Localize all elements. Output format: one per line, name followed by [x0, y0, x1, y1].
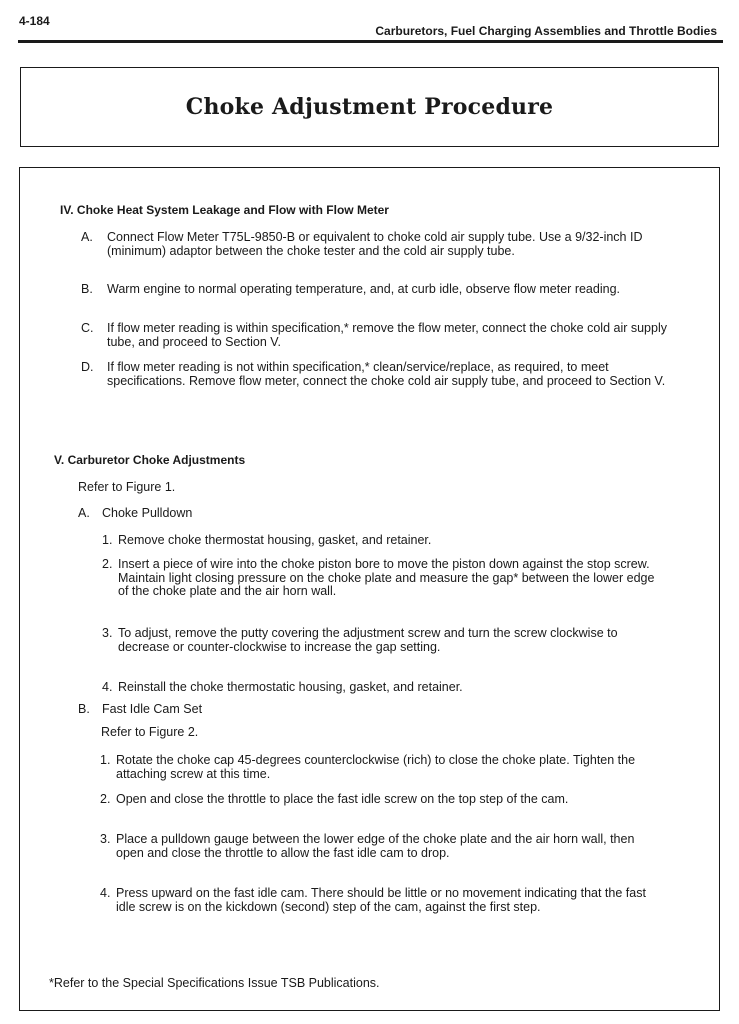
- choke-pulldown-step-3: [102, 627, 658, 654]
- choke-pulldown-step-4: [102, 681, 658, 695]
- fast-idle-step-4: [100, 887, 656, 914]
- step-label: 3.: [100, 832, 111, 846]
- footnote: *Refer to the Special Specifications Issue TSB Publications.: [49, 976, 380, 990]
- section-iv-item-b: [81, 283, 672, 297]
- fast-idle-step-2: [100, 793, 656, 807]
- step-text: Remove choke thermostat housing, gasket, and retainer.: [118, 533, 432, 547]
- step-label: 4.: [102, 680, 113, 694]
- item-label: A.: [81, 230, 93, 244]
- item-label: B.: [81, 282, 93, 296]
- step-text: Insert a piece of wire into the choke piston bore to move the piston down against the stop screw. Maintain light closing pressure on the choke plate and measure the gap* between the lower edge of the choke plate and the air horn wall.: [118, 557, 655, 598]
- page-number: 4-184: [19, 14, 50, 28]
- item-text: If flow meter reading is not within specification,* clean/service/replace, as required, to meet specifications. Remove flow meter, connect the choke cold air supply tube, and proceed to Section V.: [107, 360, 666, 388]
- step-text: Press upward on the fast idle cam. There should be little or no movement indicating that the fast idle screw is on the kickdown (second) step of the cam, against the first step.: [116, 886, 646, 914]
- step-text: Reinstall the choke thermostatic housing, gasket, and retainer.: [118, 680, 463, 694]
- step-text: To adjust, remove the putty covering the adjustment screw and turn the screw clockwise to decrease or counter-clockwise to increase the gap setting.: [118, 626, 618, 654]
- section-v-figure-ref: Refer to Figure 1.: [78, 480, 176, 494]
- page-title: Choke Adjustment Procedure: [185, 94, 554, 120]
- header-rule: [18, 40, 723, 43]
- subsection-title: Fast Idle Cam Set: [102, 702, 203, 716]
- subsection-label: A.: [78, 506, 90, 520]
- step-label: 2.: [102, 557, 113, 571]
- subsection-title: Choke Pulldown: [102, 506, 193, 520]
- step-label: 2.: [100, 792, 111, 806]
- section-iv-heading: IV. Choke Heat System Leakage and Flow with Flow Meter: [60, 203, 389, 217]
- subsection-a-heading: [78, 507, 402, 521]
- item-text: Connect Flow Meter T75L-9850-B or equivalent to choke cold air supply tube. Use a 9/32-inch ID (minimum) adaptor between the choke tester and the cold air supply tube.: [107, 230, 643, 258]
- item-label: C.: [81, 321, 94, 335]
- subsection-label: B.: [78, 702, 90, 716]
- title-box: [20, 67, 719, 147]
- step-label: 1.: [100, 753, 111, 767]
- item-text: If flow meter reading is within specification,* remove the flow meter, connect the choke cold air supply tube, and proceed to Section V.: [107, 321, 667, 349]
- section-iv-item-d: [81, 361, 672, 388]
- fast-idle-step-1: [100, 754, 656, 781]
- step-text: Rotate the choke cap 45-degrees counterclockwise (rich) to close the choke plate. Tighten the attaching screw at this time.: [116, 753, 636, 781]
- step-label: 1.: [102, 533, 113, 547]
- fast-idle-step-3: [100, 833, 656, 860]
- subsection-b-figure-ref: Refer to Figure 2.: [101, 725, 199, 739]
- running-header-title: Carburetors, Fuel Charging Assemblies and Throttle Bodies: [375, 24, 717, 38]
- item-label: D.: [81, 360, 94, 374]
- subsection-b-heading: [78, 703, 402, 717]
- step-text: Place a pulldown gauge between the lower edge of the choke plate and the air horn wall, then open and close the throttle to allow the fast idle cam to drop.: [116, 832, 635, 860]
- step-label: 3.: [102, 626, 113, 640]
- section-iv-item-c: [81, 322, 672, 349]
- step-text: Open and close the throttle to place the fast idle screw on the top step of the cam.: [116, 792, 569, 806]
- section-iv-item-a: [81, 231, 672, 258]
- item-text: Warm engine to normal operating temperature, and, at curb idle, observe flow meter reading.: [107, 282, 620, 296]
- step-label: 4.: [100, 886, 111, 900]
- choke-pulldown-step-2: [102, 558, 658, 599]
- section-v-heading: V. Carburetor Choke Adjustments: [54, 453, 246, 467]
- choke-pulldown-step-1: [102, 534, 658, 548]
